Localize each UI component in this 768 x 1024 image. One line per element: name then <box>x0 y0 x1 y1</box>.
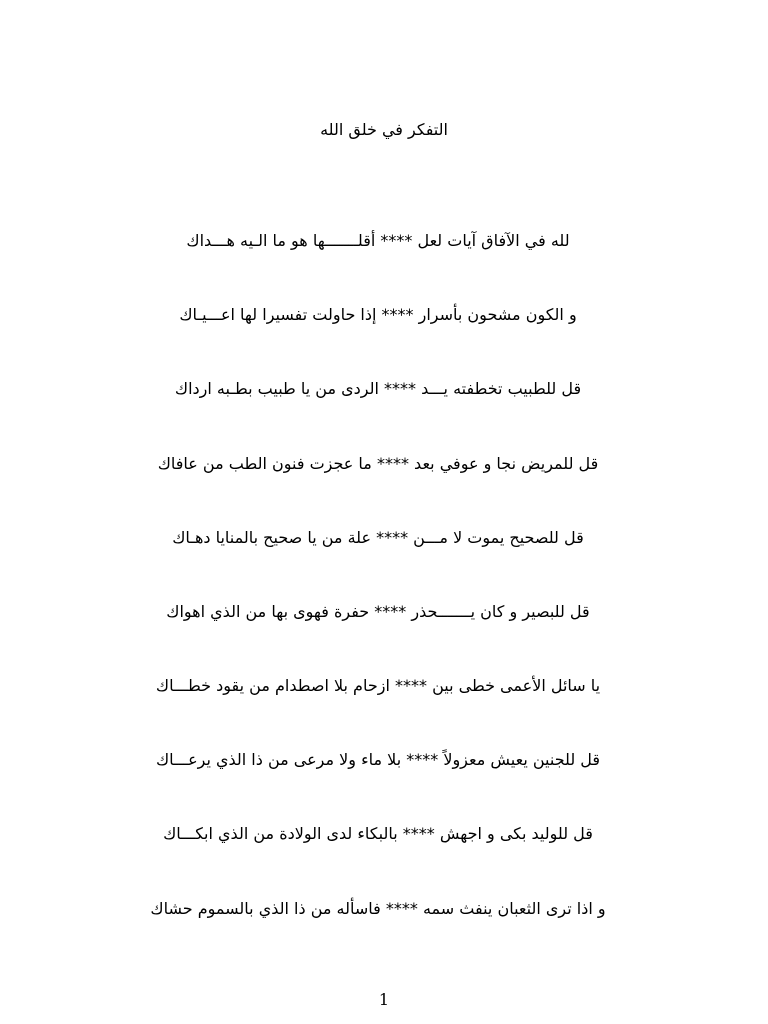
poem-verse: لله في الآفاق آيات لعل **** أقلـــــــها هو ما الـيه هـــداك <box>186 231 570 250</box>
poem-verse: قل للطبيب تخطفته يـــد **** الردى من يا طبيب بطـبه ارداك <box>174 379 582 398</box>
page-number: 1 <box>378 990 390 1009</box>
poem-verse: قل للصحيح يموت لا مـــن **** علة من يا صحيح بالمنايا دهـاك <box>172 528 584 547</box>
poem-verse: قل للبصير و كان يـــــــحذر **** حفرة فهوى بها من الذي اهواك <box>166 602 590 621</box>
poem-verse: و اذا ترى الثعبان ينفث سمه **** فاسأله من ذا الذي بالسموم حشاك <box>150 899 606 918</box>
poem-verse: قل للجنين يعيش معزولاً **** بلا ماء ولا مرعى من ذا الذي يرعـــاك <box>155 750 601 769</box>
poem-verse: قل للمريض نجا و عوفي بعد **** ما عجزت فنون الطب من عافاك <box>157 454 599 473</box>
poem-verse: و الكون مشحون بأسرار **** إذا حاولت تفسيرا لها اعـــيـاك <box>179 305 577 324</box>
poem-verse: يا سائل الأعمى خطى بين **** ازحام بلا اصطدام من يقود خطـــاك <box>155 676 601 695</box>
poem-verse: قل للوليد بكى و اجهش **** بالبكاء لدى الولادة من الذي ابكـــاك <box>163 824 593 843</box>
poem-title: التفكر في خلق الله <box>320 120 448 139</box>
